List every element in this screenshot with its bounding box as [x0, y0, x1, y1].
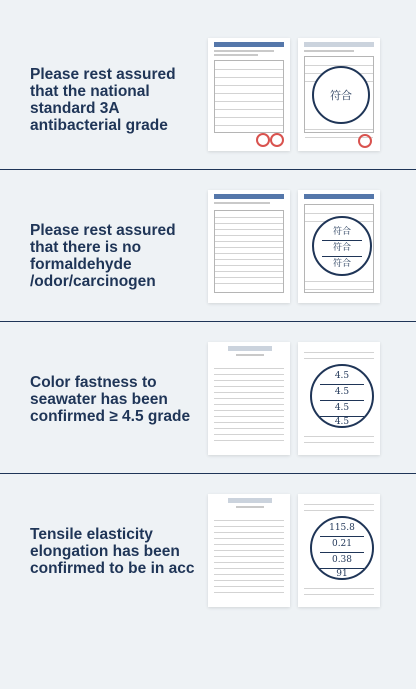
test-report-page-1: [208, 38, 290, 151]
red-seal: [256, 133, 270, 147]
test-report-page-2: [298, 342, 380, 455]
magnified-result-circle: [312, 66, 370, 124]
certificate-section-antibacterial: [0, 0, 416, 170]
stamp-value: 4.5: [320, 384, 364, 401]
certificate-section-tensile: [0, 474, 416, 689]
stamp-value: 4.5: [320, 368, 364, 385]
claim-text: Please rest assured that there is no formaldehyde /odor/carcinogen: [30, 222, 176, 290]
claim-text: Color fastness to seawater has been confirmed ≥ 4.5 grade: [30, 374, 191, 425]
stamp-value: 0.21: [320, 536, 364, 553]
stamp-value: 91: [336, 569, 348, 579]
report-header: [304, 42, 374, 47]
test-report-page-1: [208, 342, 290, 455]
claim-text: Please rest assured that the national standard 3A antibacterial grade: [30, 66, 176, 134]
magnified-result-circle: [310, 516, 374, 580]
report-header: [214, 42, 284, 47]
stamp-value: 115.8: [320, 520, 364, 537]
stamp-value: 0.38: [320, 552, 364, 569]
red-seal: [270, 133, 284, 147]
test-report-page-2: [298, 190, 380, 303]
stamp-value: 4.5: [334, 417, 350, 427]
magnified-result-circle: [312, 216, 372, 276]
certificate-section-color-fastness: [0, 322, 416, 474]
test-report-page-1: [208, 494, 290, 607]
magnified-result-circle: [310, 364, 374, 428]
report-header: [304, 194, 374, 199]
stamp-value: 4.5: [320, 400, 364, 417]
claim-text: Tensile elasticity elongation has been confirmed to be in acc: [30, 526, 195, 577]
test-report-page-2: [298, 494, 380, 607]
stamp-value: 符合: [330, 89, 352, 102]
stamp-value: 符合: [322, 224, 362, 241]
test-report-page-2: [298, 38, 380, 151]
test-report-page-1: [208, 190, 290, 303]
report-header: [228, 498, 272, 503]
report-header: [214, 194, 284, 199]
stamp-value: 符合: [322, 240, 362, 257]
stamp-value: 符合: [332, 259, 351, 269]
red-seal: [358, 134, 372, 148]
certificate-section-formaldehyde: [0, 170, 416, 322]
report-header: [228, 346, 272, 351]
